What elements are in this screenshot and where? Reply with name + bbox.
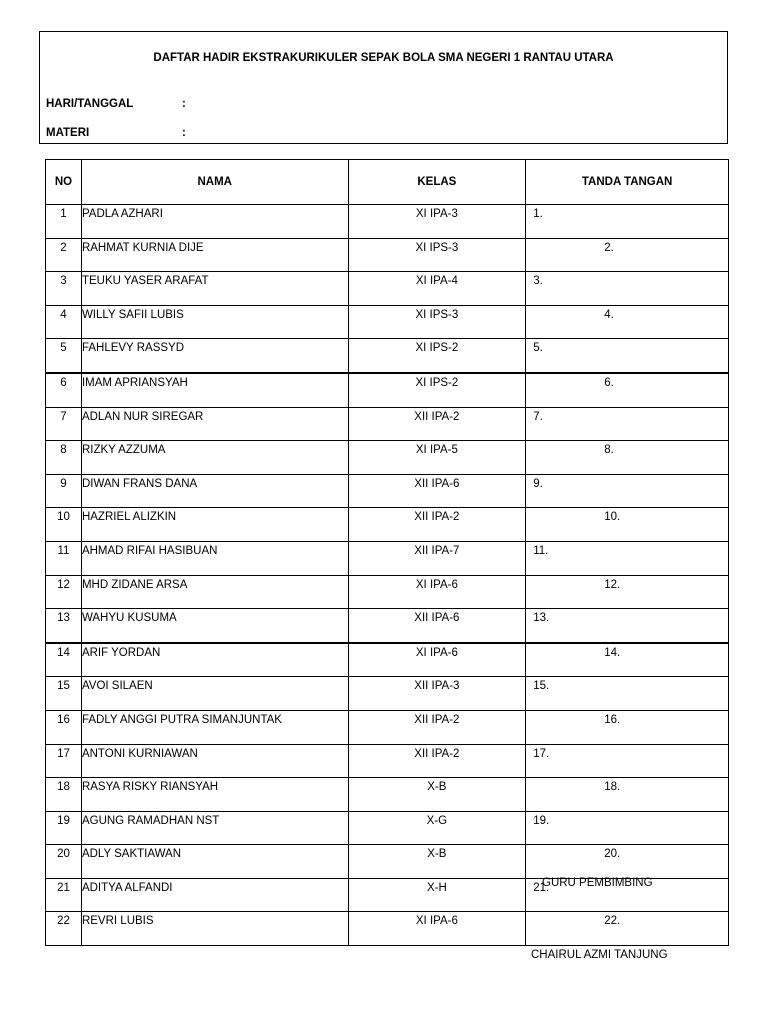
row-kelas: X-B <box>348 845 526 879</box>
guru-pembimbing-name: CHAIRUL AZMI TANJUNG <box>531 949 668 961</box>
row-number: 11 <box>46 541 82 575</box>
table-row <box>46 912 729 946</box>
row-number: 5 <box>46 339 82 373</box>
row-kelas: XII IPA-3 <box>348 677 526 711</box>
row-nama: ARIF YORDAN <box>81 643 348 677</box>
row-kelas: XI IPS-2 <box>348 373 526 407</box>
row-nama: WAHYU KUSUMA <box>81 609 348 643</box>
row-tanda-tangan: 9. <box>526 474 729 508</box>
row-nama: HAZRIEL ALIZKIN <box>81 508 348 542</box>
row-kelas: XII IPA-2 <box>348 710 526 744</box>
row-number: 8 <box>46 441 82 475</box>
row-kelas: X-B <box>348 778 526 812</box>
row-number: 18 <box>46 778 82 812</box>
row-number: 16 <box>46 710 82 744</box>
row-kelas: XI IPA-4 <box>348 272 526 306</box>
table-row <box>46 744 729 778</box>
row-kelas: XI IPS-3 <box>348 305 526 339</box>
row-kelas: XI IPS-3 <box>348 238 526 272</box>
table-row <box>46 677 729 711</box>
row-nama: RAHMAT KURNIA DIJE <box>81 238 348 272</box>
row-number: 20 <box>46 845 82 879</box>
table-row <box>46 575 729 609</box>
row-tanda-tangan: 1. <box>526 205 729 239</box>
row-number: 4 <box>46 305 82 339</box>
row-tanda-tangan: 14. <box>526 643 729 677</box>
row-nama: REVRI LUBIS <box>81 912 348 946</box>
row-kelas: XII IPA-2 <box>348 744 526 778</box>
row-kelas: XI IPA-3 <box>348 205 526 239</box>
row-tanda-tangan: 15. <box>526 677 729 711</box>
column-header-kelas: KELAS <box>348 160 526 205</box>
row-nama: AGUNG RAMADHAN NST <box>81 811 348 845</box>
table-row <box>46 272 729 306</box>
row-number: 9 <box>46 474 82 508</box>
row-tanda-tangan: 10. <box>526 508 729 542</box>
row-nama: ADLY SAKTIAWAN <box>81 845 348 879</box>
table-row <box>46 373 729 407</box>
row-number: 2 <box>46 238 82 272</box>
row-nama: PADLA AZHARI <box>81 205 348 239</box>
row-number: 6 <box>46 373 82 407</box>
row-nama: DIWAN FRANS DANA <box>81 474 348 508</box>
table-row <box>46 609 729 643</box>
row-kelas: XI IPS-2 <box>348 339 526 373</box>
row-tanda-tangan: 11. <box>526 541 729 575</box>
hari-tanggal-field <box>46 98 186 110</box>
row-tanda-tangan: 4. <box>526 305 729 339</box>
materi-separator: : <box>182 127 186 139</box>
materi-label: MATERI <box>46 127 90 139</box>
row-tanda-tangan: 12. <box>526 575 729 609</box>
table-row <box>46 778 729 812</box>
hari-tanggal-separator: : <box>182 98 186 110</box>
table-row <box>46 508 729 542</box>
row-number: 14 <box>46 643 82 677</box>
row-kelas: XI IPA-6 <box>348 643 526 677</box>
table-row <box>46 710 729 744</box>
hari-tanggal-label: HARI/TANGGAL <box>46 98 134 110</box>
column-header-tanda-tangan: TANDA TANGAN <box>526 160 729 205</box>
row-number: 15 <box>46 677 82 711</box>
row-kelas: XII IPA-2 <box>348 407 526 441</box>
row-kelas: XII IPA-6 <box>348 474 526 508</box>
row-nama: AHMAD RIFAI HASIBUAN <box>81 541 348 575</box>
table-row <box>46 407 729 441</box>
row-tanda-tangan: 17. <box>526 744 729 778</box>
guru-pembimbing-label: GURU PEMBIMBING <box>542 877 653 889</box>
row-kelas: XII IPA-7 <box>348 541 526 575</box>
row-tanda-tangan: 13. <box>526 609 729 643</box>
row-nama: ADLAN NUR SIREGAR <box>81 407 348 441</box>
row-nama: MHD ZIDANE ARSA <box>81 575 348 609</box>
row-tanda-tangan: 6. <box>526 373 729 407</box>
row-kelas: XII IPA-6 <box>348 609 526 643</box>
row-nama: RASYA RISKY RIANSYAH <box>81 778 348 812</box>
row-nama: FAHLEVY RASSYD <box>81 339 348 373</box>
table-row <box>46 845 729 879</box>
materi-field <box>46 127 186 139</box>
row-nama: WILLY SAFII LUBIS <box>81 305 348 339</box>
row-tanda-tangan: 22. <box>526 912 729 946</box>
table-row <box>46 811 729 845</box>
table-row <box>46 339 729 373</box>
row-kelas: XI IPA-6 <box>348 575 526 609</box>
table-row <box>46 238 729 272</box>
row-nama: IMAM APRIANSYAH <box>81 373 348 407</box>
row-nama: TEUKU YASER ARAFAT <box>81 272 348 306</box>
row-tanda-tangan: 16. <box>526 710 729 744</box>
row-number: 3 <box>46 272 82 306</box>
row-nama: RIZKY AZZUMA <box>81 441 348 475</box>
row-kelas: XI IPA-5 <box>348 441 526 475</box>
row-tanda-tangan: 5. <box>526 339 729 373</box>
row-kelas: X-G <box>348 811 526 845</box>
row-number: 13 <box>46 609 82 643</box>
table-row <box>46 305 729 339</box>
row-nama: ANTONI KURNIAWAN <box>81 744 348 778</box>
document-header <box>39 31 728 144</box>
row-number: 21 <box>46 878 82 912</box>
row-number: 1 <box>46 205 82 239</box>
column-header-nama: NAMA <box>81 160 348 205</box>
row-tanda-tangan: 18. <box>526 778 729 812</box>
column-header-no: NO <box>46 160 82 205</box>
table-header-row <box>46 160 729 205</box>
table-row <box>46 541 729 575</box>
row-number: 22 <box>46 912 82 946</box>
row-kelas: X-H <box>348 878 526 912</box>
row-tanda-tangan: 3. <box>526 272 729 306</box>
row-nama: AVOI SILAEN <box>81 677 348 711</box>
row-tanda-tangan: 7. <box>526 407 729 441</box>
document-title: DAFTAR HADIR EKSTRAKURIKULER SEPAK BOLA SMA NEGERI 1 RANTAU UTARA <box>153 52 614 64</box>
row-nama: FADLY ANGGI PUTRA SIMANJUNTAK <box>81 710 348 744</box>
row-tanda-tangan: 2. <box>526 238 729 272</box>
row-number: 19 <box>46 811 82 845</box>
table-row <box>46 643 729 677</box>
attendance-table <box>45 159 729 946</box>
row-tanda-tangan: 20. <box>526 845 729 879</box>
row-nama: ADITYA ALFANDI <box>81 878 348 912</box>
row-kelas: XI IPA-6 <box>348 912 526 946</box>
row-tanda-tangan: 19. <box>526 811 729 845</box>
table-row <box>46 474 729 508</box>
row-tanda-tangan: 8. <box>526 441 729 475</box>
row-tanda-tangan: 21. <box>526 878 729 912</box>
row-kelas: XII IPA-2 <box>348 508 526 542</box>
row-number: 17 <box>46 744 82 778</box>
row-number: 7 <box>46 407 82 441</box>
table-row <box>46 205 729 239</box>
row-number: 12 <box>46 575 82 609</box>
row-number: 10 <box>46 508 82 542</box>
table-row <box>46 441 729 475</box>
